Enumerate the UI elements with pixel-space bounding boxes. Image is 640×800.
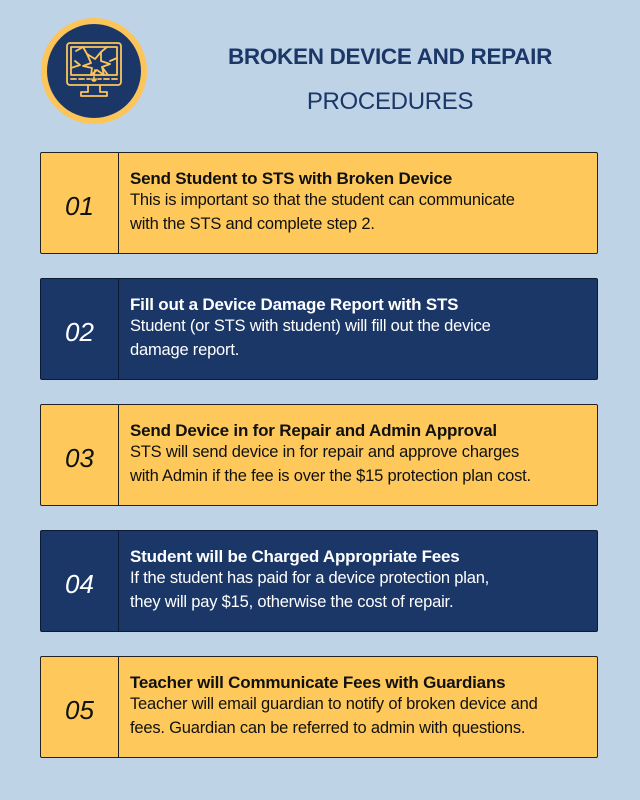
step-number: 05: [41, 657, 119, 757]
step-description-line: STS will send device in for repair and approve charges: [130, 443, 520, 461]
broken-monitor-icon: [61, 38, 127, 104]
step-number: 04: [41, 531, 119, 631]
step-description-line: Student (or STS with student) will fill out the device: [130, 317, 491, 335]
step-description-line: damage report.: [130, 340, 240, 359]
step-number: 02: [41, 279, 119, 379]
step-description-line: This is important so that the student can communicate: [130, 191, 515, 209]
step-heading: Fill out a Device Damage Report with STS: [130, 295, 459, 314]
step-description-line: Teacher will email guardian to notify of broken device and: [130, 695, 538, 713]
logo-circle: [47, 24, 141, 118]
step-number: 01: [41, 153, 119, 253]
page-subtitle: PROCEDURES: [306, 88, 474, 115]
step-description-line: they will pay $15, otherwise the cost of repair.: [130, 592, 454, 611]
step-card-02: [40, 278, 598, 380]
step-card-04: [40, 530, 598, 632]
step-heading: Student will be Charged Appropriate Fees: [130, 547, 460, 566]
step-description-line: with the STS and complete step 2.: [130, 214, 375, 233]
step-card-01: [40, 152, 598, 254]
step-card-03: [40, 404, 598, 506]
step-description-line: with Admin if the fee is over the $15 protection plan cost.: [130, 466, 531, 485]
step-heading: Send Student to STS with Broken Device: [130, 169, 453, 188]
step-number: 03: [41, 405, 119, 505]
page-title: BROKEN DEVICE AND REPAIR: [227, 44, 553, 69]
step-description-line: If the student has paid for a device protection plan,: [130, 569, 490, 587]
logo-badge: [41, 18, 147, 124]
step-card-05: [40, 656, 598, 758]
step-heading: Send Device in for Repair and Admin Approval: [130, 421, 497, 440]
step-heading: Teacher will Communicate Fees with Guardians: [130, 673, 506, 692]
step-description-line: fees. Guardian can be referred to admin with questions.: [130, 718, 526, 737]
